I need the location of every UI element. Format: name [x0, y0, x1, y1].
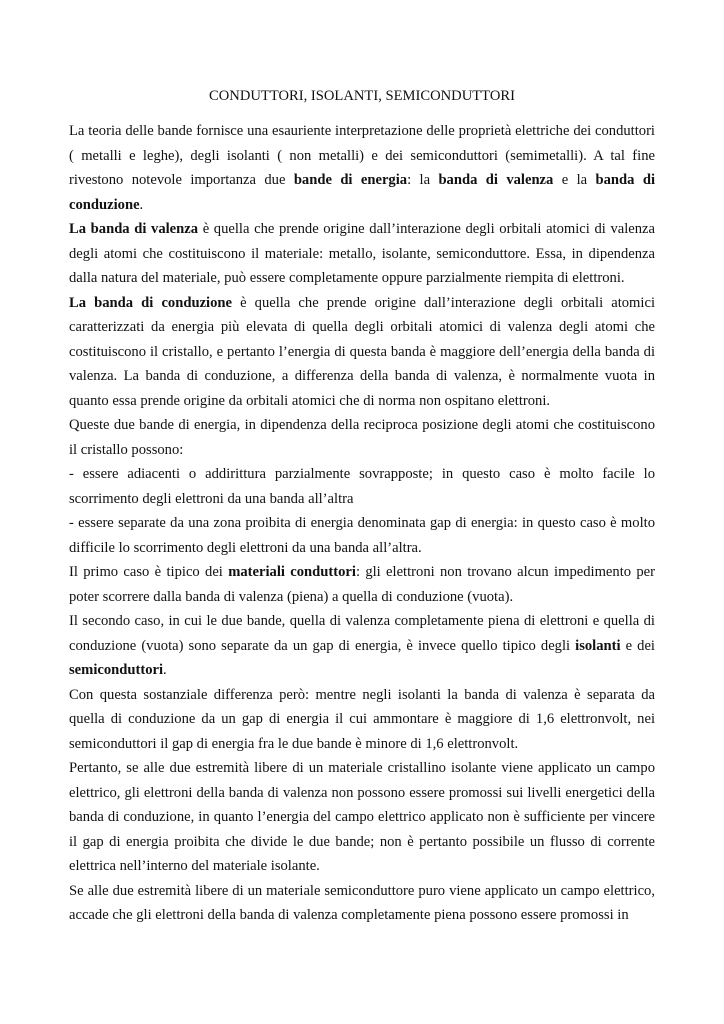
paragraph-energy-gap: Con questa sostanziale differenza però: mentre negli isolanti la banda di valenza è separata da quella di conduzione da un gap di energia il cui ammontare è maggiore di 1,6 elettronvolt, nei semiconduttori il gap di energia fra le due bande è minore di 1,6 elettronvolt.: [69, 686, 655, 752]
paragraph-semiconductor-field: Se alle due estremità libere di un materiale semiconduttore puro viene applicato un campo elettrico, accade che gli elettroni della banda di valenza completamente piena possono essere promossi in: [69, 882, 655, 923]
paragraph-valence-band: La banda di valenza è quella che prende origine dall’interazione degli orbitali atomici di valenza degli atomi che costituiscono il materiale: metallo, isolante, semiconduttore. Essa, in dipendenza dalla natura del materiale, può essere completamente oppure parzialmente riempita di elettroni.: [69, 221, 656, 286]
list-item-separated-bands: - essere separate da una zona proibita di energia denominata gap di energia: in questo caso è molto difficile lo scorrimento degli elettroni da una banda all’altra.: [69, 515, 655, 556]
paragraph-conductors: Il primo caso è tipico dei materiali conduttori: gli elettroni non trovano alcun impedimento per poter scorrere dalla banda di valenza (piena) a quella di conduzione (vuota).: [69, 564, 656, 605]
paragraph-band-theory: La teoria delle bande fornisce una esauriente interpretazione delle proprietà elettriche dei conduttori ( metalli e leghe), degli isolanti ( non metalli) e dei semiconduttori (semimetalli). A tal fine rivestono notevole importanza due bande di energia: la banda di valenza e la banda di conduzione.: [69, 123, 655, 213]
paragraph-insulators-semiconductors: Il secondo caso, in cui le due bande, quella di valenza completamente piena di elettroni e quella di conduzione (vuota) sono separate da un gap di energia, è invece quello tipico degli isolanti e dei semiconduttori.: [69, 613, 655, 678]
paragraph-insulator-field: Pertanto, se alle due estremità libere di un materiale cristallino isolante viene applicato un campo elettrico, gli elettroni della banda di valenza non possono essere promossi sui livelli energetici della banda di conduzione, in quanto l’energia del campo elettrico applicato non è sufficiente per vincere il gap di energia proibita che divide le due bande; non è pertanto possibile un flusso di corrente elettrica nell’interno del materiale isolante.: [69, 760, 655, 874]
list-item-adjacent-bands: - essere adiacenti o addirittura parzialmente sovrapposte; in questo caso è molto facile lo scorrimento degli elettroni da una banda all’altra: [69, 466, 655, 507]
paragraph-band-positions: Queste due bande di energia, in dipendenza della reciproca posizione degli atomi che costituiscono il cristallo possono:: [69, 417, 655, 458]
document-body: [69, 119, 655, 928]
paragraph-conduction-band: La banda di conduzione è quella che prende origine dall’interazione degli orbitali atomici caratterizzati da energia più elevata di quella degli orbitali atomici di valenza degli atomi che costituiscono il cristallo, e pertanto l’energia di questa banda è maggiore dell’energia della banda di valenza. La banda di conduzione, a differenza della banda di valenza, è normalmente vuota in quanto essa prende origine da orbitali atomici che di norma non ospitano elettroni.: [69, 294, 655, 409]
document-title: CONDUTTORI, ISOLANTI, SEMICONDUTTORI: [209, 88, 515, 104]
